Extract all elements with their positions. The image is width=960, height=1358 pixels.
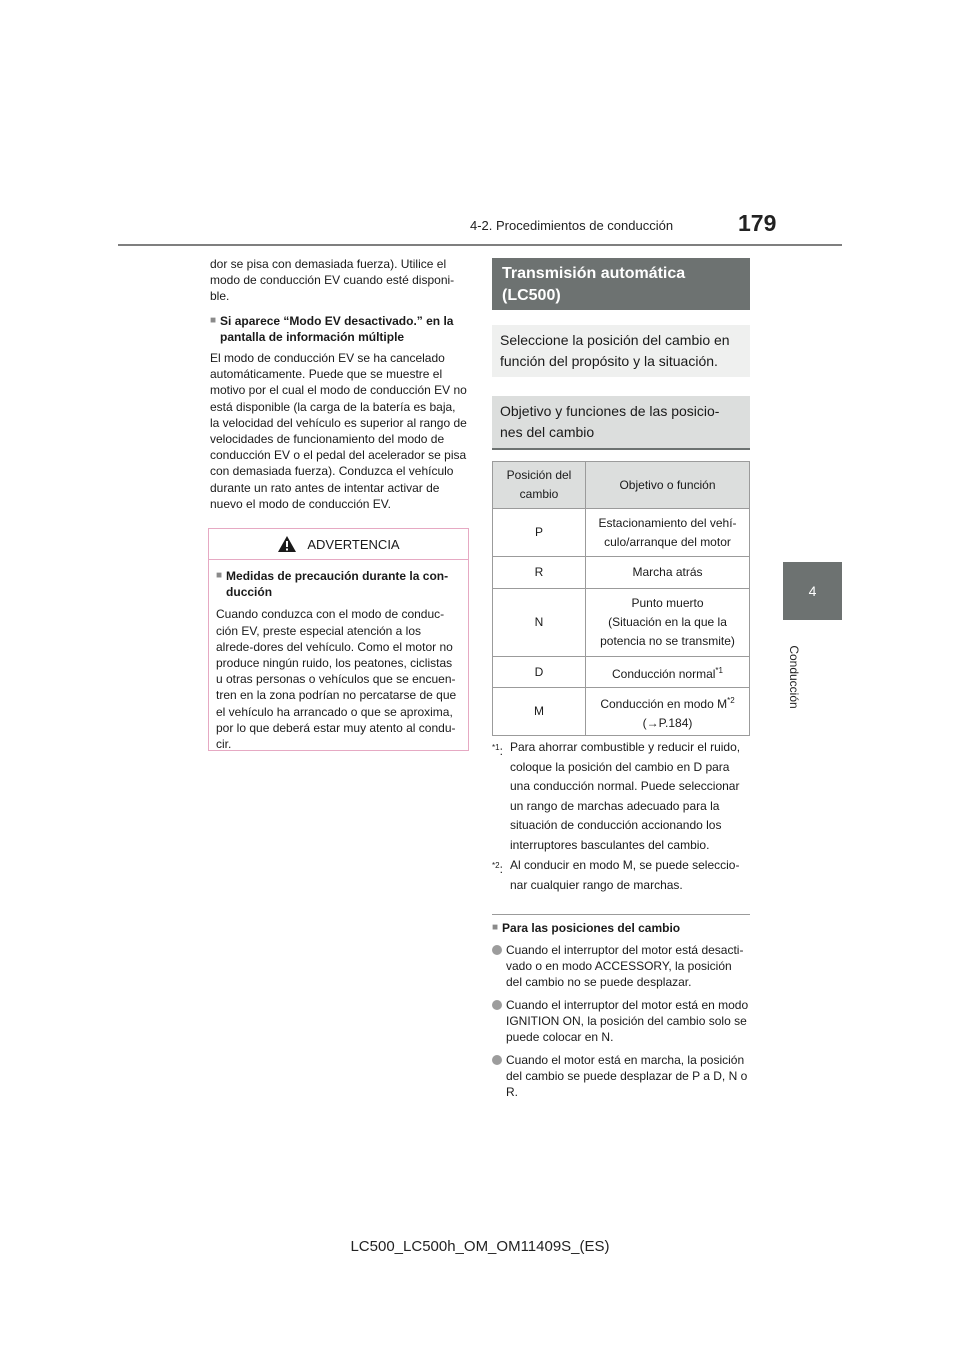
header-rule xyxy=(118,244,842,246)
chapter-label-text: Conducción xyxy=(787,645,801,709)
subhead-shift-positions xyxy=(492,920,750,936)
subhead-text: Para las posiciones del cambio xyxy=(502,921,681,935)
function-line-1: Punto muerto xyxy=(631,596,704,610)
subhead-line-2: pantalla de información múltiple xyxy=(220,330,405,345)
table-header-row xyxy=(493,462,750,509)
page-reference-link[interactable]: (→P.184) xyxy=(642,715,693,730)
function-text: Conducción normal xyxy=(612,666,716,681)
round-bullet-icon xyxy=(492,1055,502,1065)
footnote-mark-text: *1 xyxy=(492,743,500,752)
warning-triangle-icon xyxy=(277,535,297,553)
list-item xyxy=(492,1052,750,1101)
position-cell: D xyxy=(493,657,586,688)
section-divider xyxy=(492,914,750,915)
footnote-text: Para ahorrar combustible y reducir el ruido, coloque la posición del cambio en D para una conducción normal. Puede seleccionar un rango de marchas adecuado para la situación de conducción accionando los interruptores basculantes del cambio. xyxy=(510,740,741,852)
footnote-mark: $^{*1}$: xyxy=(492,743,503,758)
footnote-text: Al conducir en modo M, se puede seleccio-nar cualquier rango de marchas. xyxy=(510,858,740,892)
footnote-mark-text: *2 xyxy=(492,861,500,870)
function-cell xyxy=(586,589,750,657)
chapter-label xyxy=(778,632,810,722)
left-body xyxy=(210,350,468,512)
position-cell: P xyxy=(493,509,586,557)
subhead-ev-disabled xyxy=(210,313,468,345)
square-bullet-icon: ■ xyxy=(216,570,223,581)
table-row xyxy=(493,657,750,688)
intro-text: dor se pisa con demasiada fuerza). Utilice el modo de conducción EV cuando esté disponi-ble. xyxy=(210,257,455,304)
round-bullet-icon xyxy=(492,945,502,955)
body-text: El modo de conducción EV se ha cancelado automáticamente. Puede que se muestre el motivo por el cual el modo de conducción EV no está disponible (la carga de la batería es baja, la velocidad del vehículo es superior al rango de velocidades de funcionamiento del modo de conducción EV o el pedal del acelerador se pisa con demasiada fuerza). Conduzca el vehículo durante un rato antes de intentar activar de nuevo el modo de conducción EV. xyxy=(210,351,467,511)
banner-select-text: Seleccione la posición del cambio en función del propósito y la situación. xyxy=(500,332,730,369)
function-cell xyxy=(586,657,750,688)
warning-body xyxy=(209,560,468,752)
chapter-tab[interactable] xyxy=(783,562,842,620)
list-item-text: Cuando el interruptor del motor está desacti-vado o en modo ACCESSORY, la posición del cambio no se puede desplazar. xyxy=(506,943,744,990)
col-position-header: Posición del cambio xyxy=(493,462,586,509)
subhead-line-1: Si aparece “Modo EV desactivado.” en la xyxy=(220,314,454,328)
position-cell: N xyxy=(493,589,586,657)
list-item-text: Cuando el interruptor del motor está en modo IGNITION ON, la posición del cambio solo se puede colocar en N. xyxy=(506,998,749,1045)
warning-title: ADVERTENCIA xyxy=(307,536,400,552)
table-row xyxy=(493,688,750,736)
list-item-text: Cuando el motor está en marcha, la posición del cambio se puede desplazar de P a D, N o R. xyxy=(506,1053,748,1100)
banner-transmission-text: Transmisión automática (LC500) xyxy=(502,265,686,304)
col-function-header: Objetivo o función xyxy=(586,462,750,509)
page-number: 179 xyxy=(738,210,777,236)
banner-select-position xyxy=(492,325,750,377)
function-cell: Estacionamiento del vehí-culo/arranque del motor xyxy=(586,509,750,557)
left-subhead xyxy=(210,313,468,345)
table-row xyxy=(493,589,750,657)
footnote-2 xyxy=(492,856,750,895)
footnote-1 xyxy=(492,738,750,856)
chapter-number: 4 xyxy=(808,583,817,599)
left-intro xyxy=(210,256,468,305)
position-cell: R xyxy=(493,557,586,589)
footnote-mark: $^{*2}$: xyxy=(492,861,503,876)
footnote-ref[interactable]: *1 xyxy=(715,665,723,675)
function-line-2: (Situación en la que la potencia no se transmite) xyxy=(600,615,735,648)
table-row xyxy=(493,509,750,557)
shift-position-table xyxy=(492,461,750,736)
banner-objective xyxy=(492,396,750,450)
warning-text: Cuando conduzca con el modo de conduc-ción EV, preste especial atención a los alrede-dores del vehículo. Como el motor no produce ningún ruido, los peatones, ciclistas u otras personas o vehículos que se encuen-tren en la zona podrían no percatarse de que el vehículo ha arrancado o que se aproxima, por lo que deberá estar muy atento al condu-cir. xyxy=(216,607,457,752)
warning-box xyxy=(208,528,469,751)
warning-subhead-text: Medidas de precaución durante la con-ducción xyxy=(226,569,449,600)
square-bullet-icon: ■ xyxy=(492,922,499,933)
warning-header xyxy=(209,529,468,560)
list-item xyxy=(492,942,750,991)
warning-subhead xyxy=(216,568,461,600)
section-title: 4-2. Procedimientos de conducción xyxy=(470,218,674,233)
position-cell: M xyxy=(493,688,586,736)
square-bullet-icon: ■ xyxy=(210,315,217,326)
function-cell: Marcha atrás xyxy=(586,557,750,589)
table-row xyxy=(493,557,750,589)
banner-transmission xyxy=(492,258,750,310)
round-bullet-icon xyxy=(492,1000,502,1010)
function-text: Conducción en modo M xyxy=(600,696,728,711)
banner-objective-text: Objetivo y funciones de las posicio-nes del cambio xyxy=(500,403,720,440)
function-cell xyxy=(586,688,750,736)
footnote-ref[interactable]: *2 xyxy=(727,695,735,705)
manual-code-footer: LC500_LC500h_OM_OM11409S_(ES) xyxy=(350,1238,610,1255)
list-item xyxy=(492,997,750,1046)
